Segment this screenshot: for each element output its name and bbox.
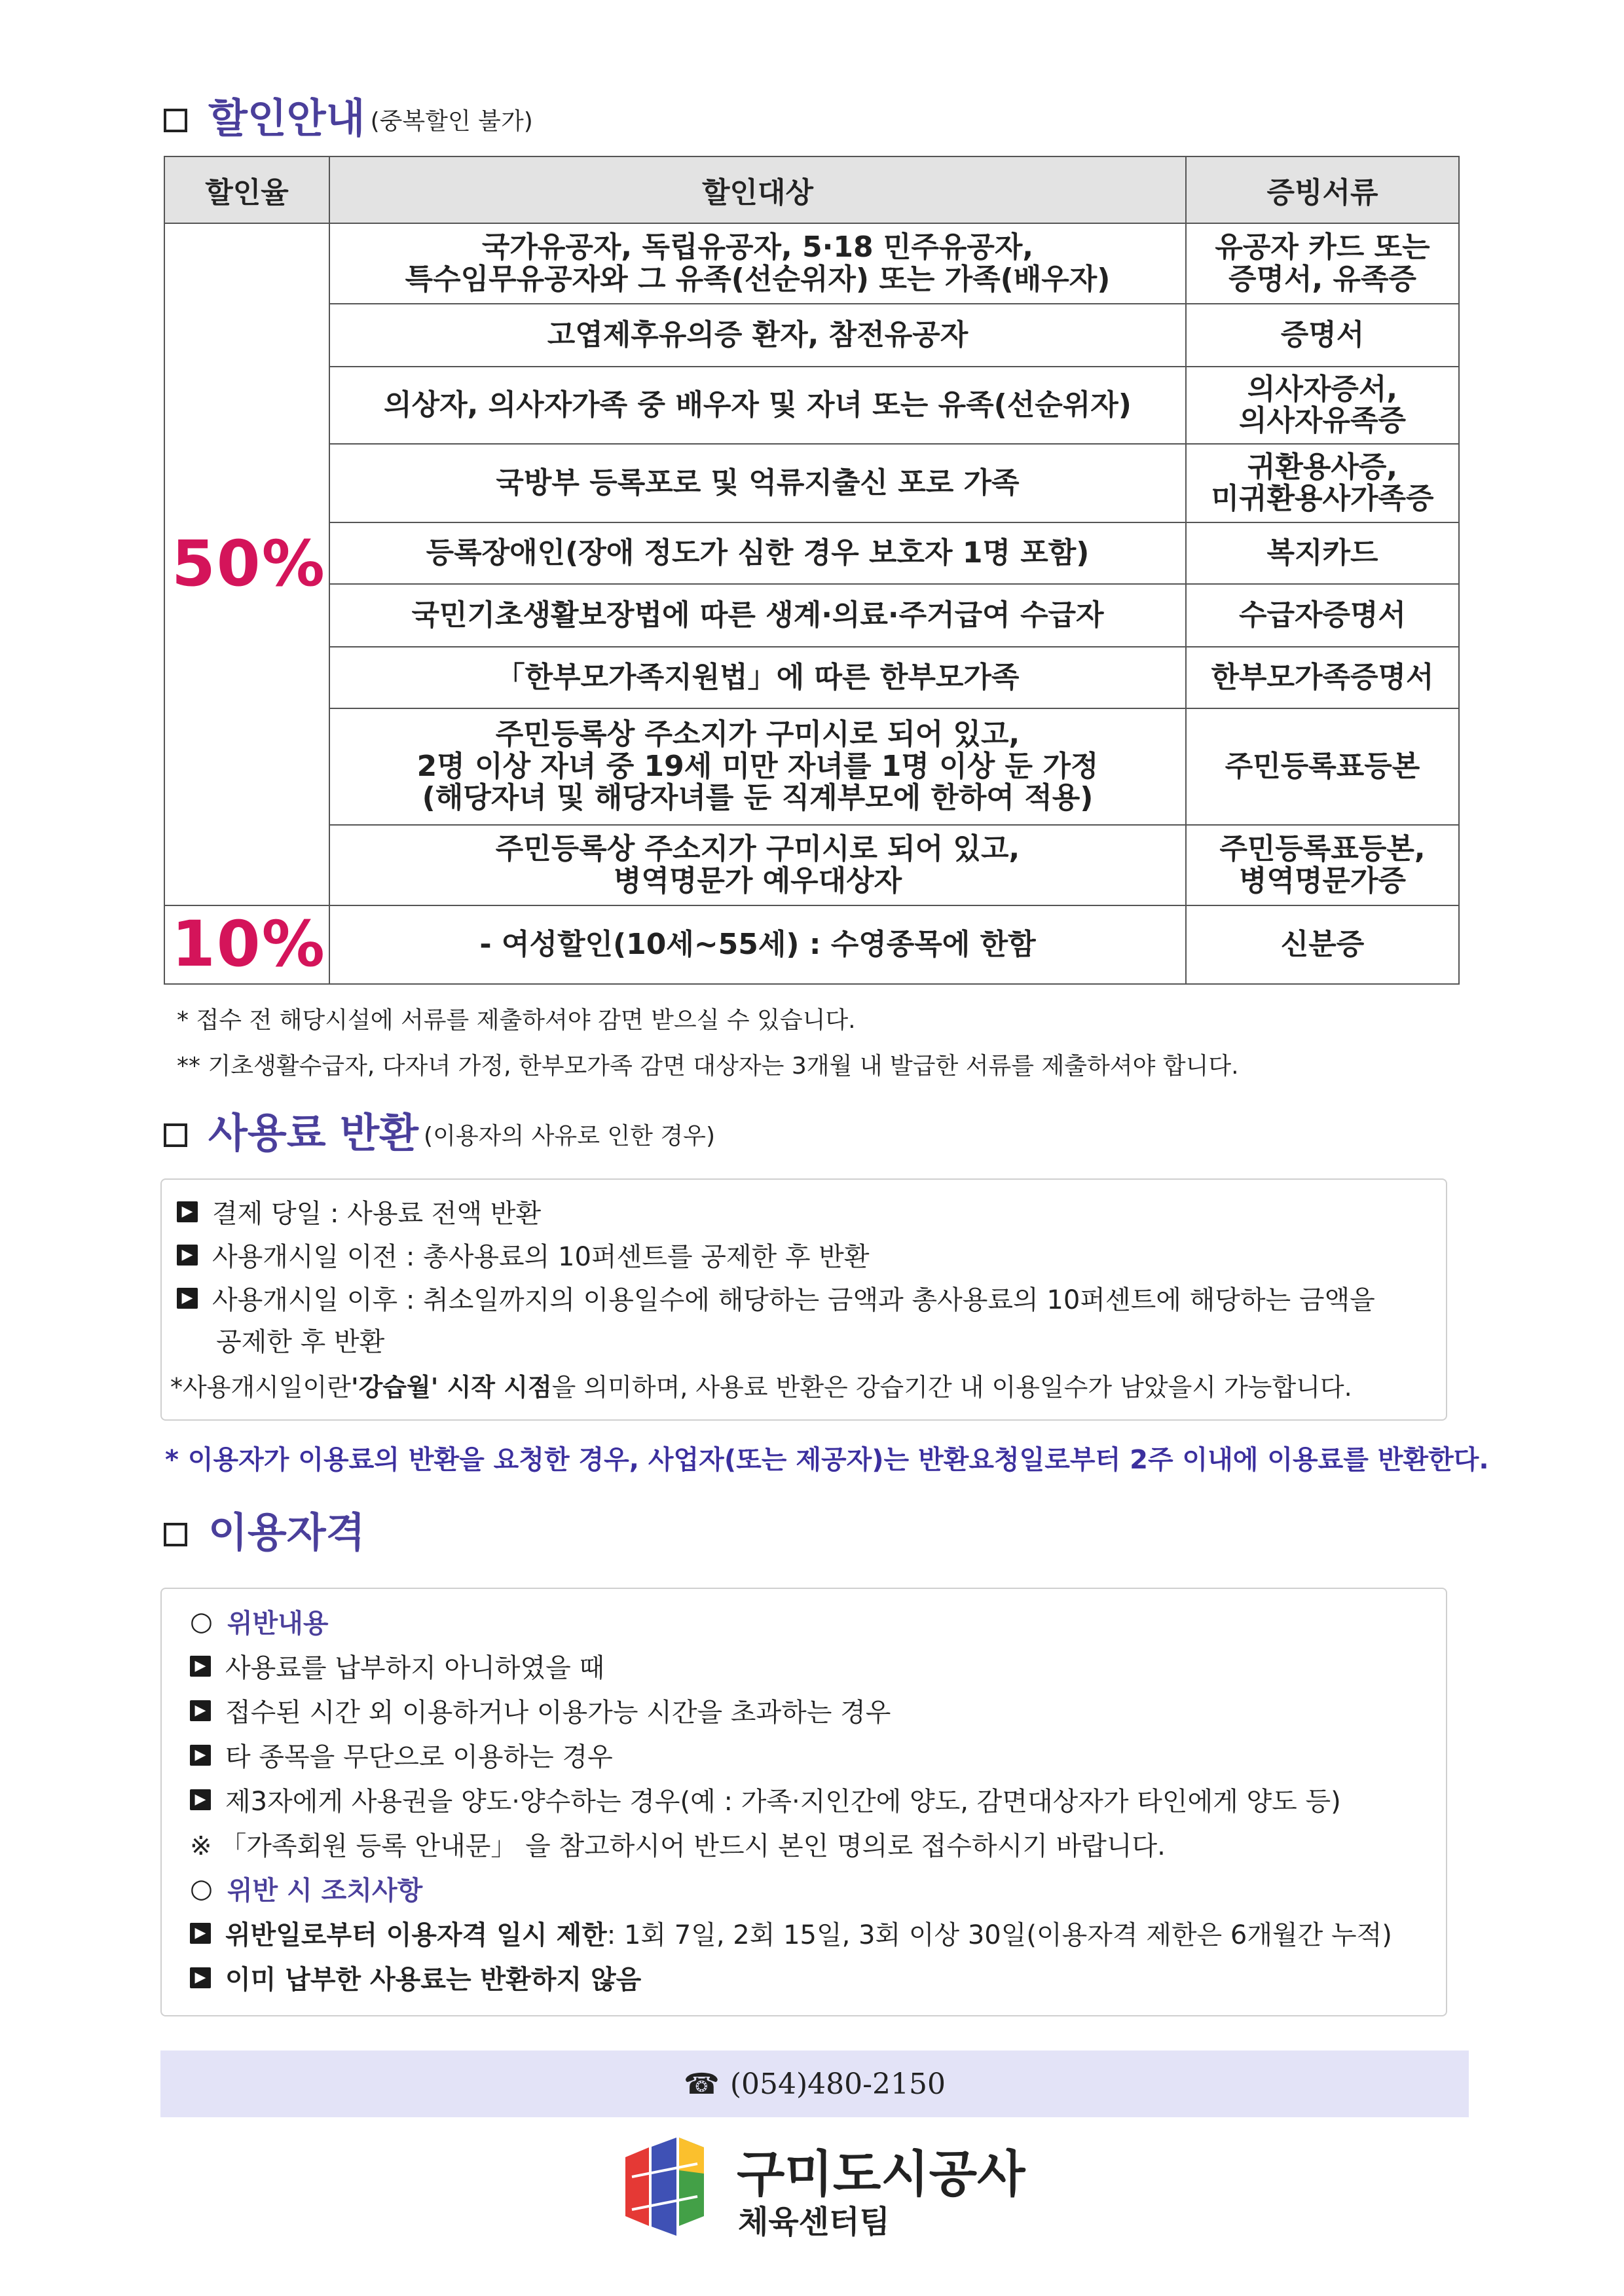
refund-notice: * 이용자가 이용료의 반환을 요청한 경우, 사업자(또는 제공자)는 반환요청일로부터 2주 이내에 이용료를 반환한다. (165, 1445, 1489, 1475)
arrow-box-icon: ▶ (190, 1700, 211, 1721)
arrow-box-icon: ▶ (190, 1745, 211, 1766)
arrow-box-icon: ▶ (190, 1789, 211, 1810)
target-cell: - 여성할인(10세~55세) : 수영종목에 한함 (329, 905, 1186, 984)
doc-cell (1186, 584, 1459, 647)
arrow-box-icon: ▶ (190, 1967, 211, 1988)
target-line: 국방부 등록포로 및 억류지출신 포로 가족 (496, 465, 1020, 500)
phone-number: (054)480-2150 (729, 2067, 946, 2101)
target-cell (329, 584, 1186, 647)
eligibility-section-title (164, 1508, 365, 1556)
refund-title-note: (이용자의 사유로 인한 경우) (424, 1123, 716, 1150)
doc-line: 증명서, 유족증 (1228, 262, 1417, 296)
action-item-text: 이미 납부한 사용료는 반환하지 않음 (225, 1965, 642, 1995)
table-row (164, 647, 1459, 708)
target-line: 의상자, 의사자가족 중 배우자 및 자녀 또는 유족(선순위자) (384, 388, 1132, 422)
doc-line: 증명서 (1280, 318, 1365, 352)
violation-item-text: 사용료를 납부하지 아니하였을 때 (225, 1653, 605, 1683)
arrow-box-icon: ▶ (190, 1656, 211, 1677)
violation-item-text: 제3자에게 사용권을 양도·양수하는 경우(예 : 가족·지인간에 양도, 감면대상자가 타인에게 양도 등) (225, 1787, 1341, 1817)
table-row (164, 304, 1459, 367)
checkbox-icon (164, 1123, 187, 1147)
doc-line: 복지카드 (1266, 536, 1378, 570)
doc-line: 유공자 카드 또는 (1215, 230, 1430, 264)
doc-cell: 신분증 (1186, 905, 1459, 984)
doc-cell (1186, 647, 1459, 708)
discount-table (164, 156, 1460, 985)
refund-footnote-post: 을 의미하며, 사용료 반환은 강습기간 내 이용일수가 남았을시 가능합니다. (551, 1373, 1352, 1402)
target-line: 국민기초생활보장법에 따른 생계·의료·주거급여 수급자 (411, 598, 1104, 632)
discount-note-1: * 접수 전 해당시설에 서류를 제출하셔야 감면 받으실 수 있습니다. (177, 1007, 856, 1034)
target-line: 「한부모가족지원법」에 따른 한부모가족 (496, 660, 1020, 694)
table-row (164, 905, 1459, 984)
rate-10: 10% (164, 905, 329, 984)
refund-item-text: 사용개시일 이후 : 취소일까지의 이용일수에 해당하는 금액과 총사용료의 10퍼센트에 해당하는 금액을 (212, 1285, 1375, 1315)
target-line: 병역명문가 예우대상자 (613, 864, 902, 898)
doc-line: 주민등록표등본 (1225, 749, 1420, 783)
doc-line: 한부모가족증명서 (1211, 660, 1434, 694)
target-line: 주민등록상 주소지가 구미시로 되어 있고, (495, 832, 1020, 866)
action-item-bold: 위반일로부터 이용자격 일시 제한 (225, 1920, 607, 1950)
table-row (164, 223, 1459, 304)
discount-title: 할인안내 (208, 94, 365, 142)
org-logo (625, 2138, 704, 2236)
checkbox-icon (164, 109, 187, 132)
violation-item (190, 1692, 891, 1729)
header-rate: 할인율 (164, 156, 329, 223)
refund-item-text: 결제 당일 : 사용료 전액 반환 (212, 1199, 542, 1229)
circle-bullet-icon: ○ (190, 1606, 213, 1637)
org-name: 구미도시공사 (737, 2145, 1025, 2203)
doc-cell (1186, 444, 1459, 522)
arrow-box-icon: ▶ (177, 1288, 198, 1309)
violation-item-text: 타 종목을 무단으로 이용하는 경우 (225, 1742, 613, 1772)
doc-cell (1186, 367, 1459, 444)
table-row (164, 584, 1459, 647)
doc-cell (1186, 304, 1459, 367)
violation-item (190, 1736, 613, 1774)
org-team: 체육센터팀 (738, 2204, 890, 2240)
refund-footnote (170, 1367, 1352, 1403)
doc-line: 미귀환용사가족증 (1211, 482, 1434, 515)
table-row (164, 367, 1459, 444)
circle-bullet-icon: ○ (190, 1873, 213, 1904)
doc-cell (1186, 708, 1459, 825)
violation-item (190, 1781, 1341, 1818)
discount-note-2: ** 기초생활수급자, 다자녀 가정, 한부모가족 감면 대상자는 3개월 내 발급한 서류를 제출하셔야 합니다. (177, 1053, 1239, 1080)
target-line: (해당자녀 및 해당자녀를 둔 직계부모에 한하여 적용) (422, 781, 1094, 815)
phone-icon: ☎ (684, 2067, 720, 2101)
arrow-box-icon: ▶ (177, 1201, 198, 1222)
doc-line: 의사자증서, (1247, 372, 1398, 406)
target-cell (329, 708, 1186, 825)
target-line: 주민등록상 주소지가 구미시로 되어 있고, (495, 718, 1020, 752)
doc-line: 귀환용사증, (1247, 450, 1398, 484)
target-cell (329, 223, 1186, 304)
violation-heading (190, 1603, 328, 1640)
table-row (164, 825, 1459, 905)
doc-cell (1186, 522, 1459, 584)
violation-item-text: 접수된 시간 외 이용하거나 이용가능 시간을 초과하는 경우 (225, 1698, 891, 1728)
action-heading (190, 1870, 422, 1907)
arrow-box-icon: ▶ (177, 1245, 198, 1266)
target-line: 2명 이상 자녀 중 19세 미만 자녀를 1명 이상 둔 가정 (416, 749, 1099, 783)
phone-bar (160, 2050, 1469, 2117)
rate-50: 50% (164, 223, 329, 905)
refund-item (177, 1236, 869, 1273)
target-cell (329, 647, 1186, 708)
refund-title: 사용료 반환 (208, 1109, 419, 1157)
refund-item (177, 1193, 541, 1230)
action-item-text: : 1회 7일, 2회 15일, 3회 이상 30일(이용자격 제한은 6개월간 누적) (606, 1920, 1392, 1950)
violation-heading-text: 위반내용 (227, 1609, 329, 1639)
target-line: 특수임무유공자와 그 유족(선순위자) 또는 가족(배우자) (405, 262, 1111, 296)
target-cell (329, 825, 1186, 905)
target-line: 고엽제후유의증 환자, 참전유공자 (547, 318, 969, 352)
doc-cell (1186, 223, 1459, 304)
header-doc: 증빙서류 (1186, 156, 1459, 223)
violation-item (190, 1647, 604, 1685)
discount-title-note: (중복할인 불가) (370, 108, 533, 135)
doc-line: 수급자증명서 (1238, 598, 1407, 632)
target-line: 국가유공자, 독립유공자, 5·18 민주유공자, (481, 230, 1034, 264)
refund-item-continuation: 공제한 후 반환 (216, 1327, 385, 1357)
doc-line: 병역명문가증 (1238, 864, 1407, 898)
doc-line: 의사자유족증 (1238, 404, 1407, 437)
table-row (164, 444, 1459, 522)
action-heading-text: 위반 시 조치사항 (227, 1876, 423, 1906)
refund-footnote-pre: *사용개시일이란 (170, 1373, 351, 1402)
arrow-box-icon: ▶ (190, 1923, 211, 1944)
target-cell (329, 444, 1186, 522)
target-cell (329, 304, 1186, 367)
refund-footnote-bold: '강습월' 시작 시점 (350, 1373, 552, 1402)
action-item (190, 1914, 1392, 1952)
refund-section-title (164, 1109, 716, 1157)
table-row (164, 708, 1459, 825)
discount-section-title (164, 94, 533, 142)
action-item (190, 1959, 641, 1996)
reference-note: ※ 「가족회원 등록 안내문」 을 참고하시어 반드시 본인 명의로 접수하시기 바랍니다. (190, 1831, 1166, 1861)
target-line: 등록장애인(장애 정도가 심한 경우 보호자 1명 포함) (426, 536, 1090, 570)
refund-item-text: 사용개시일 이전 : 총사용료의 10퍼센트를 공제한 후 반환 (212, 1242, 870, 1272)
header-target: 할인대상 (329, 156, 1186, 223)
table-header-row (164, 156, 1459, 223)
checkbox-icon (164, 1523, 187, 1546)
target-cell (329, 522, 1186, 584)
doc-cell (1186, 825, 1459, 905)
refund-item (177, 1279, 1375, 1317)
eligibility-title: 이용자격 (208, 1508, 365, 1556)
doc-line: 주민등록표등본, (1219, 832, 1426, 866)
table-row (164, 522, 1459, 584)
target-cell (329, 367, 1186, 444)
